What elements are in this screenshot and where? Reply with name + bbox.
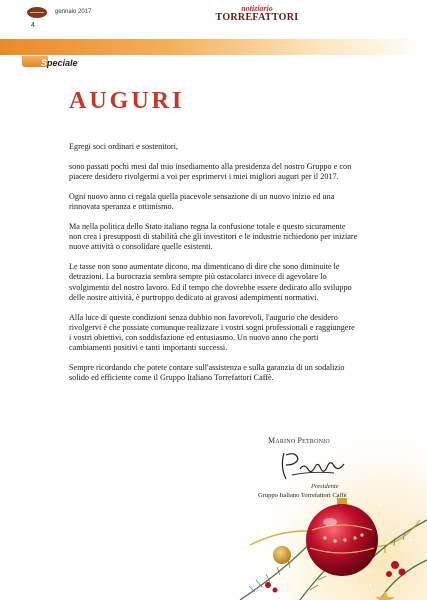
letter-paragraph: Ma nella politica dello Stato italiano regna la confusione totale e questo sicuramente non crea i presupposti di stabilità che gli investitori e le industrie richiedono per iniziare nuove attività o consolidare quelle esistenti. [69, 221, 358, 252]
section-label-initial: S [41, 58, 48, 68]
page-title: AUGURI [69, 88, 185, 114]
letter-paragraph: Alla luce di queste condizioni senza dubbio non favorevoli, l'augurio che desidero rivolgervi è che possiate comunque realizzare i vostri sogni professionali e raggiungere i vostri obiettivi, con soddisfazione ed entusiasmo. Un nuovo anno che porti cambiamenti positivi e tanti importanti successi. [69, 312, 355, 353]
signatory-organization: Gruppo Italiano Torrefattori Caffè [258, 492, 347, 499]
page-number: 4 [31, 22, 35, 29]
letter-body [69, 142, 359, 393]
section-label-rest: peciale [47, 58, 78, 68]
masthead-main: TORREFATTORI [215, 12, 299, 23]
issue-date: gennaio 2017 [55, 9, 92, 15]
letter-paragraph: Le tasse non sono aumentate dicono, ma dimenticano di dire che sono diminuite le detrazioni. La burocrazia sembra sempre più ostacolarci invece di agevolare lo svolgimento del nostro lavoro. Ed il tempo che dovrebbe essere dedicato allo sviluppo delle nostre attività, è purtroppo dedicato ai gravosi adempimenti normativi. [69, 261, 352, 302]
signatory-role: Presidente [311, 483, 339, 490]
masthead-small: notiziario [241, 4, 273, 13]
letter-salutation: Egregi soci ordinari e sostenitori, [69, 142, 178, 151]
letter-paragraph: Ogni nuovo anno ci regala quella piacevole sensazione di un nuovo inizio ed una rinnovata speranza e ottimismo. [69, 191, 335, 211]
letter-paragraph: Sempre ricordando che potete contare sull'assistenza e sulla garanzia di un sodalizio solido ed efficiente come il Gruppo Italiano Torrefattori Caffè. [69, 363, 345, 383]
letter-paragraph: sono passati pochi mesi dal mio insediamento alla presidenza del nostro Gruppo e con piacere desidero rivolgermi a voi per esprimervi i miei migliori auguri per il 2017. [69, 161, 352, 181]
signatory-name: Marino Petronio [268, 436, 330, 445]
handwritten-signature [276, 447, 356, 487]
